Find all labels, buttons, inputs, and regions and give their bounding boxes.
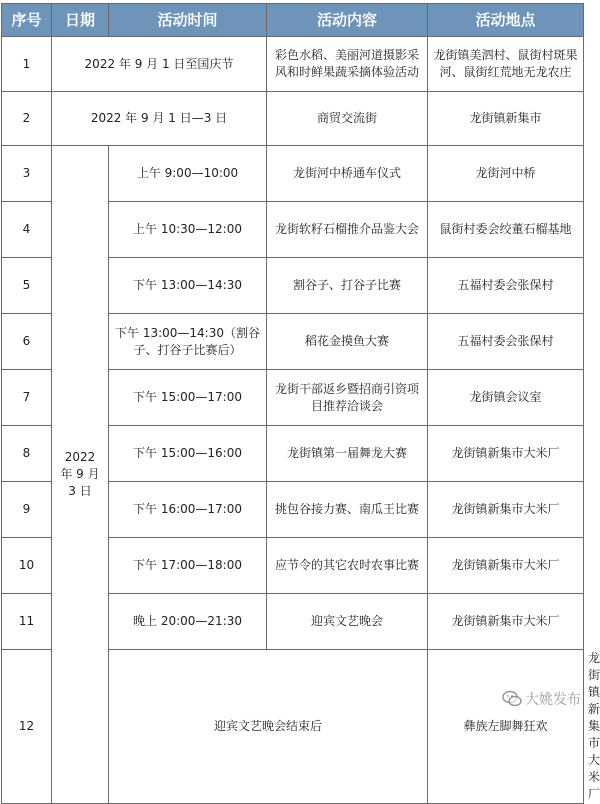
row-time: 下午 13:00—14:30 xyxy=(109,258,267,314)
row-number: 3 xyxy=(2,146,52,202)
row-location: 龙街镇新集市大米厂 xyxy=(428,538,584,594)
row-content: 龙街镇第一届舞龙大赛 xyxy=(267,426,428,482)
table-row xyxy=(2,146,584,202)
header-location: 活动地点 xyxy=(428,4,584,37)
row-time: 晚上 20:00—21:30 xyxy=(109,594,267,650)
row-content: 彩色水稻、美丽河道摄影采风和时鲜果蔬采摘体验活动 xyxy=(267,37,428,92)
row-location: 鼠街村委会绞董石榴基地 xyxy=(428,202,584,258)
row-number: 12 xyxy=(2,650,52,804)
row-location: 龙街镇新集市大米厂 xyxy=(428,426,584,482)
row-content: 龙街干部返乡暨招商引资项目推荐洽谈会 xyxy=(267,370,428,426)
row-time: 上午 9:00—10:00 xyxy=(109,146,267,202)
merged-date-cell: 2022 年 9 月 3 日 xyxy=(52,146,109,804)
row-location: 五福村委会张保村 xyxy=(428,314,584,370)
row-location: 龙街镇新集市大米厂 xyxy=(428,594,584,650)
header-no: 序号 xyxy=(2,4,52,37)
row-number: 6 xyxy=(2,314,52,370)
row-content: 挑包谷接力赛、南瓜王比赛 xyxy=(267,482,428,538)
row-content: 龙街软籽石榴推介品鉴大会 xyxy=(267,202,428,258)
watermark xyxy=(502,689,581,709)
row-date-time: 2022 年 9 月 1 日至国庆节 xyxy=(52,37,267,92)
row-number: 11 xyxy=(2,594,52,650)
header-content: 活动内容 xyxy=(267,4,428,37)
row-location: 龙街镇会议室 xyxy=(428,370,584,426)
row-content: 割谷子、打谷子比赛 xyxy=(267,258,428,314)
row-content: 应节令的其它农时农事比赛 xyxy=(267,538,428,594)
row-number: 4 xyxy=(2,202,52,258)
row-content: 龙街河中桥通车仪式 xyxy=(267,146,428,202)
row-location: 龙街镇新集市大米厂 xyxy=(428,482,584,538)
activity-schedule-table xyxy=(1,3,600,804)
row-number: 9 xyxy=(2,482,52,538)
wechat-icon xyxy=(502,690,522,708)
table-row: 12 迎宾文艺晚会结束后 彝族左脚舞狂欢 龙街镇新集市大米厂 xyxy=(2,650,584,804)
table-header-row xyxy=(2,4,584,37)
row-number: 5 xyxy=(2,258,52,314)
row-location: 龙街镇美泗村、鼠街村斑果河、鼠街红荒地无龙农庄 xyxy=(428,37,584,92)
row-content: 彝族左脚舞狂欢 xyxy=(428,650,584,804)
row-time: 下午 15:00—16:00 xyxy=(109,426,267,482)
row-time: 上午 10:30—12:00 xyxy=(109,202,267,258)
row-location: 龙街河中桥 xyxy=(428,146,584,202)
row-number: 1 xyxy=(2,37,52,92)
row-number: 2 xyxy=(2,92,52,146)
row-number: 7 xyxy=(2,370,52,426)
watermark-text: 大姚发布 xyxy=(525,692,581,708)
row-date-time: 2022 年 9 月 1 日—3 日 xyxy=(52,92,267,146)
row-number: 10 xyxy=(2,538,52,594)
row-content: 商贸交流街 xyxy=(267,92,428,146)
table-row xyxy=(2,37,584,92)
row-time: 下午 17:00—18:00 xyxy=(109,538,267,594)
row-content: 迎宾文艺晚会 xyxy=(267,594,428,650)
row-location: 龙街镇新集市 xyxy=(428,92,584,146)
row-content: 稻花金摸鱼大赛 xyxy=(267,314,428,370)
row-number: 8 xyxy=(2,426,52,482)
header-date: 日期 xyxy=(52,4,109,37)
row-time: 下午 13:00—14:30（割谷子、打谷子比赛后） xyxy=(109,314,267,370)
row-location: 五福村委会张保村 xyxy=(428,258,584,314)
row-time: 下午 16:00—17:00 xyxy=(109,482,267,538)
row-time: 下午 15:00—17:00 xyxy=(109,370,267,426)
header-time: 活动时间 xyxy=(109,4,267,37)
table-row xyxy=(2,92,584,146)
row-time: 迎宾文艺晚会结束后 xyxy=(109,650,428,804)
